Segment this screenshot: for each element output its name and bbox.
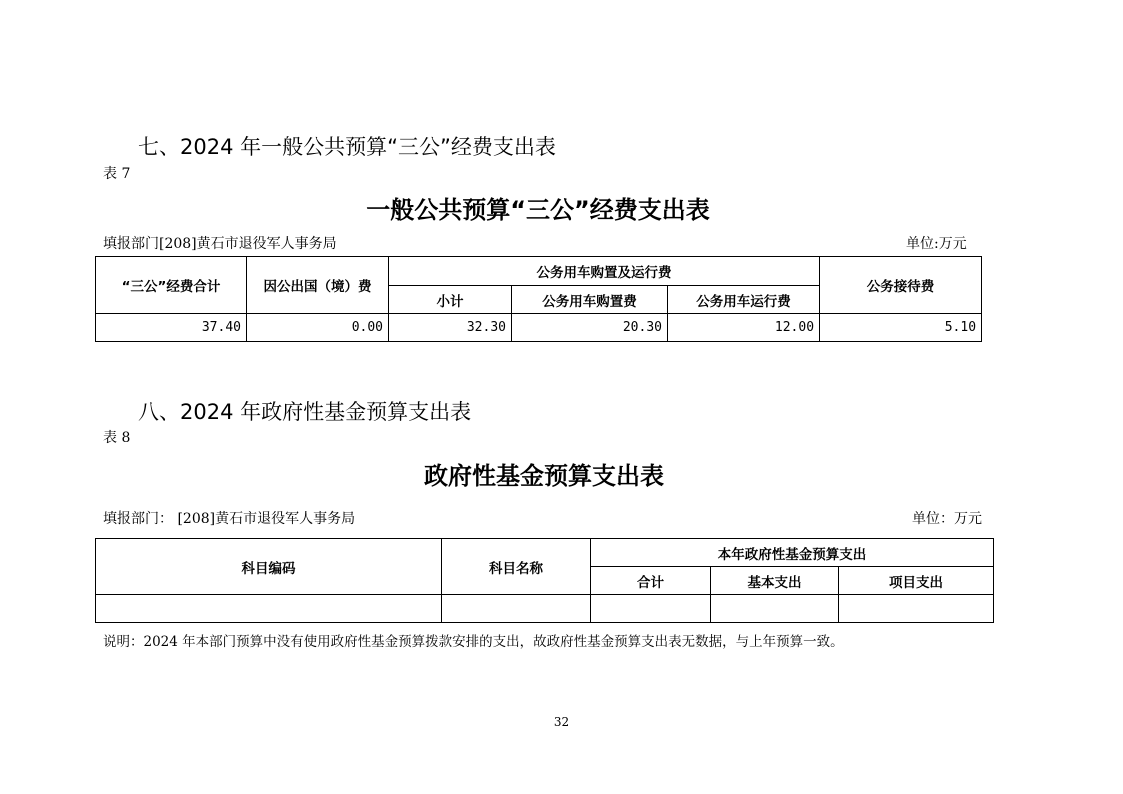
- table7-title: 一般公共预算“三公”经费支出表: [366, 196, 710, 224]
- section8-heading: 八、2024 年政府性基金预算支出表: [138, 400, 472, 424]
- empty-cell: [839, 595, 994, 623]
- table-header-row: [96, 539, 994, 567]
- header-car-group: 公务用车购置及运行费: [389, 257, 820, 286]
- header-fund-total: 合计: [591, 567, 711, 595]
- table-row: [96, 314, 982, 342]
- header-car-subtotal: 小计: [389, 286, 512, 314]
- header-fund-basic: 基本支出: [711, 567, 839, 595]
- empty-cell: [96, 595, 442, 623]
- header-reception: 公务接待费: [820, 257, 982, 314]
- three-public-expense-table: [95, 256, 982, 342]
- value-total: 37.40: [96, 314, 247, 342]
- header-total: “三公”经费合计: [96, 257, 247, 314]
- empty-cell: [711, 595, 839, 623]
- table-header-row: [96, 257, 982, 286]
- table8-department: 填报部门： [208]黄石市退役军人事务局: [103, 511, 356, 527]
- table7-department: 填报部门[208]黄石市退役军人事务局: [103, 236, 337, 252]
- header-code: 科目编码: [96, 539, 442, 595]
- header-abroad: 因公出国（境）费: [247, 257, 389, 314]
- value-car-purchase: 20.30: [512, 314, 668, 342]
- header-fund-group: 本年政府性基金预算支出: [591, 539, 994, 567]
- header-car-purchase: 公务用车购置费: [512, 286, 668, 314]
- table8-title: 政府性基金预算支出表: [424, 462, 664, 490]
- table7-unit: 单位:万元: [906, 236, 967, 252]
- header-name: 科目名称: [442, 539, 591, 595]
- value-reception: 5.10: [820, 314, 982, 342]
- table8-number: 表 8: [103, 430, 131, 446]
- value-abroad: 0.00: [247, 314, 389, 342]
- section7-heading: 七、2024 年一般公共预算“三公”经费支出表: [138, 135, 556, 159]
- page-number: 32: [553, 715, 570, 729]
- value-car-subtotal: 32.30: [389, 314, 512, 342]
- table8-note: 说明：2024 年本部门预算中没有使用政府性基金预算拨款安排的支出，故政府性基金预算支出表无数据，与上年预算一致。: [103, 634, 844, 650]
- table-row: [96, 595, 994, 623]
- header-car-operation: 公务用车运行费: [668, 286, 820, 314]
- table8-unit: 单位：万元: [912, 511, 982, 527]
- table7-number: 表 7: [103, 166, 131, 182]
- empty-cell: [442, 595, 591, 623]
- government-fund-expense-table: [95, 538, 994, 623]
- value-car-operation: 12.00: [668, 314, 820, 342]
- header-fund-project: 项目支出: [839, 567, 994, 595]
- empty-cell: [591, 595, 711, 623]
